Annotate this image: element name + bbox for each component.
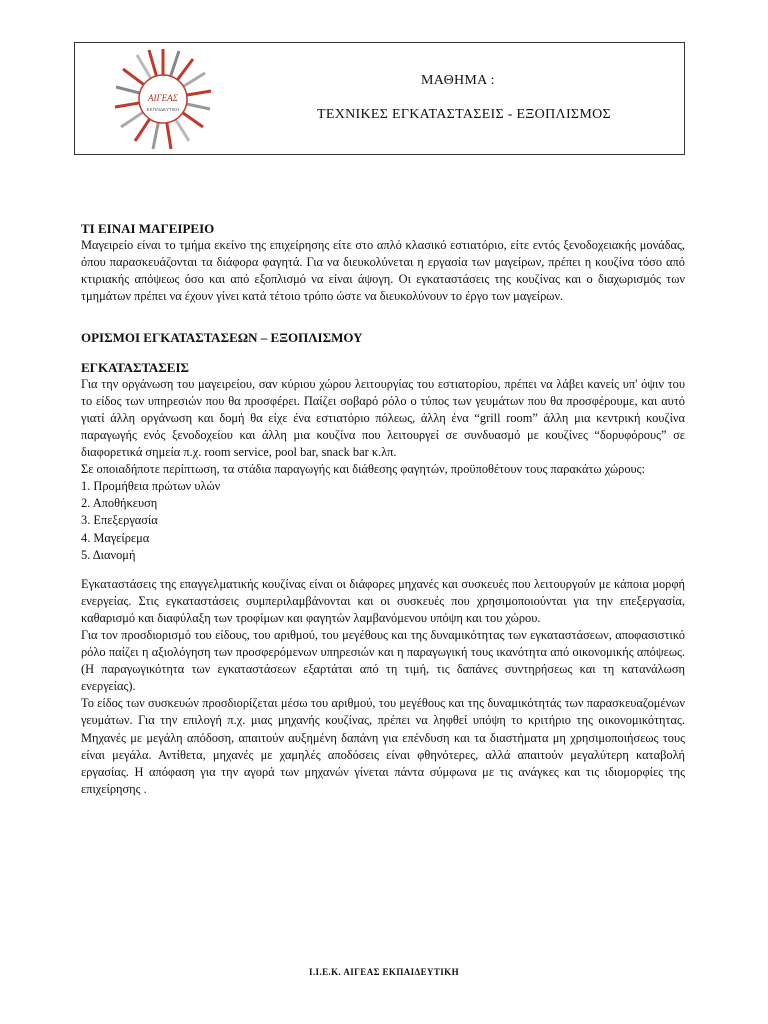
course-title: ΤΕΧΝΙΚΕΣ ΕΓΚΑΤΑΣΤΑΣΕΙΣ - ΕΞΟΠΛΙΣΜΟΣ (317, 107, 611, 122)
installations-paragraph-3: Εγκαταστάσεις της επαγγελματικής κουζίνας είναι οι διάφορες μηχανές και συσκευές που λειτουργούν με κάποια μορφή ενεργείας. Στις εγκαταστάσεις συμπεριλαμβάνονται και οι συσκευές που χρησιμοποιούνται για την επεξεργασία, καθαρισμό και διαφύλαξη των τροφίμων και φαγητών λαμβανόμενου υπόψη και του χώρου. (81, 576, 685, 625)
document-body (81, 220, 685, 798)
installations-paragraph-2: Σε οποιαδήποτε περίπτωση, τα στάδια παραγωγής και διάθεσης φαγητών, προϋποθέτουν τους παρακάτω χώρους: (81, 462, 646, 477)
page-footer: Ι.Ι.Ε.Κ. ΑΙΓΕΑΣ ΕΚΠΑΙΔΕΥΤΙΚΗ (309, 967, 459, 977)
production-stages-list (81, 478, 685, 563)
installations-paragraph-4: Για τον προσδιορισμό του είδους, του αριθμού, του μεγέθους και της δυναμικότητας των εγκαταστάσεων, αποφασιστικό ρόλο παίζει η αξιολόγηση των προσφερόμενων υπηρεσιών και η παραγωγική τους ικανότητα από οικονομικής απόψεως. (Η παραγωγικότητα των εγκαταστάσεων εξαρτάται από τη τιμή, τις δαπάνες συντηρήσεως και τη κατανάλωση ενεργείας). (81, 627, 685, 694)
list-item: 4. Μαγείρεμα (81, 530, 150, 545)
header-box (74, 42, 685, 155)
list-item: 5. Διανομή (81, 547, 136, 562)
installations-paragraph-5: Το είδος των συσκευών προσδιορίζεται μέσω του αριθμού, του μεγέθους και της δυναμικότητάς των παρασκευαζομένων γευμάτων. Για την επιλογή π.χ. μιας μηχανής κουζίνας, πρέπει να ληφθεί υπόψη το κριτήριο της οικονομικότητας. Μηχανές με μεγάλη απόδοση, απαιτούν αυξημένη δαπάνη για επένδυση και τα διαστήματα μη χρησιμοποιήσεως τους είναι μεγάλα. Αντίθετα, μηχανές με χαμηλές αποδόσεις είναι φθηνότερες, αλλά απαιτούν μεγαλύτερη καταβολή εργασίας. Η απόφαση για την αγορά των μηχανών γίνεται πάντα σύμφωνα με τις ανάγκες και τις ιδιομορφίες της επιχείρησης . (81, 696, 685, 796)
list-item: 3. Επεξεργασία (81, 513, 158, 528)
section-heading-what-is-kitchen: ΤΙ ΕΙΝΑΙ ΜΑΓΕΙΡΕΙΟ (81, 221, 215, 236)
logo-subtext: ΕΚΠΑΙΔΕΥΤΙΚΗ (146, 107, 180, 112)
course-label: ΜΑΘΗΜΑ : (421, 73, 495, 88)
aigeas-logo (113, 45, 213, 153)
section1-paragraph: Μαγειρείο είναι το τμήμα εκείνο της επιχείρησης είτε στο απλό κλασικό εστιατόριο, είτε εντός ξενοδοχειακής μονάδας, όπου παρασκευάζονται τα διάφορα φαγητά. Για να διευκολύνεται η εργασία των μαγείρων, πρέπει η κουζίνα τόσο από κτιριακής απόψεως όσο και από εξοπλισμό να είναι άψογη. Οι εγκαταστάσεις της κουζίνας και ο διαχωρισμός των τμημάτων πρέπει να έχουν γίνει κατά τέτοιο τρόπο ώστε να διευκολύνουν το έργο των μαγείρων. (81, 238, 685, 304)
subheading-installations: ΕΓΚΑΤΑΣΤΑΣΕΙΣ (81, 359, 189, 375)
section-heading-definitions: ΟΡΙΣΜΟΙ ΕΓΚΑΤΑΣΤΑΣΕΩΝ – ΕΞΟΠΛΙΣΜΟΥ (81, 330, 363, 346)
list-item: 2. Αποθήκευση (81, 496, 158, 511)
logo-text: ΑΙΓΕΑΣ (148, 93, 178, 103)
list-item: 1. Προμήθεια πρώτων υλών (81, 479, 221, 494)
installations-paragraph-1: Για την οργάνωση του μαγειρείου, σαν κύριου χώρου λειτουργίας του εστιατορίου, πρέπει να λάβει κανείς υπ' όψιν του το είδος των υπηρεσιών που θα προσφέρει. Παίζει σοβαρό ρόλο ο τύπος των γευμάτων που θα προσφέρουμε, και αυτό γιατί άλλη οργάνωση και δομή θα είχε ένα εστιατόριο πόλεως, άλλη ένα “grill room” άλλη μια κεντρική κουζίνα παραγωγής ενός ξενοδοχείου και άλλη μια κουζίνα που λειτουργεί σε συνδυασμό με κουζίνες “δορυφόρους” σε διαφορετικά σημεία π.χ. room service, pool bar, snack bar κ.λπ. (81, 376, 685, 460)
